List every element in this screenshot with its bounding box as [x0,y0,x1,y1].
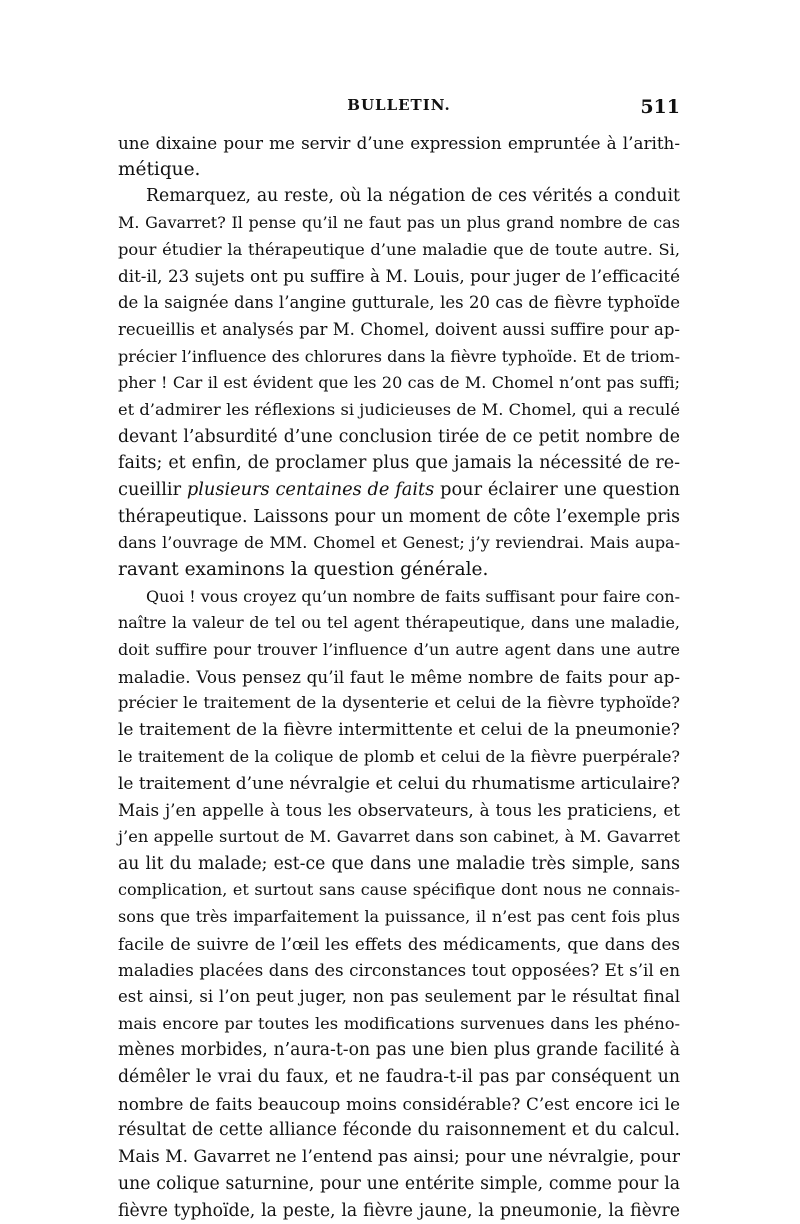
text-line: doit suffire pour trouver l’influence d’un autre agent dans une autre [118,637,680,664]
text-line: fièvre typhoïde, la peste, la fièvre jaune, la pneumonie, la fièvre [118,1198,680,1224]
text-line: dit-il, 23 sujets ont pu suffire à M. Louis, pour juger de l’efficacité [118,263,680,290]
text-line: Quoi ! vous croyez qu’un nombre de faits suffisant pour faire con- [118,584,680,611]
text-line: thérapeutique. Laissons pour un moment de côte l’exemple pris [118,504,680,531]
text-line: le traitement de la fièvre intermittente et celui de la pneumonie? [118,717,680,744]
text-line: ravant examinons la question générale. [118,557,680,584]
text-line: de la saignée dans l’angine gutturale, les 20 cas de fièvre typhoïde [118,290,680,317]
text-line: sons que très imparfaitement la puissance, il n’est pas cent fois plus [118,904,680,931]
running-title: BULLETIN. [118,96,680,114]
text-line: est ainsi, si l’on peut juger, non pas seulement par le résultat final [118,984,680,1011]
text-line: pher ! Car il est évident que les 20 cas de M. Chomel n’ont pas suffi; [118,370,680,397]
text-line: Remarquez, au reste, où la négation de ces vérités a conduit [118,183,680,210]
text-line: recueillis et analysés par M. Chomel, doivent aussi suffire pour ap- [118,317,680,344]
body-text [118,130,680,1224]
text-line: dans l’ouvrage de MM. Chomel et Genest; j’y reviendrai. Mais aupa- [118,530,680,557]
text-line: au lit du malade; est-ce que dans une maladie très simple, sans [118,851,680,878]
text-line: une dixaine pour me servir d’une expression empruntée à l’arith- [118,130,680,157]
text-line: maladies placées dans des circonstances tout opposées? Et s’il en [118,957,680,984]
text-line: métique. [118,157,680,184]
emphasized-phrase: plusieurs centaines de faits [187,480,434,500]
line-end: pour éclairer une question [434,480,680,500]
text-line: Mais j’en appelle à tous les observateurs, à tous les praticiens, et [118,797,680,824]
text-line: faits; et enfin, de proclamer plus que jamais la nécessité de re- [118,450,680,477]
text-line: pour étudier la thérapeutique d’une maladie que de toute autre. Si, [118,237,680,264]
text-line: M. Gavarret? Il pense qu’il ne faut pas un plus grand nombre de cas [118,210,680,237]
text-line: le traitement d’une névralgie et celui du rhumatisme articulaire? [118,771,680,798]
text-line: mais encore par toutes les modifications survenues dans les phéno- [118,1011,680,1038]
text-line: une colique saturnine, pour une entérite simple, comme pour la [118,1171,680,1198]
line-start: cueillir [118,480,187,500]
text-line: démêler le vrai du faux, et ne faudra-t-il pas par conséquent un [118,1064,680,1091]
text-line: résultat de cette alliance féconde du raisonnement et du calcul. [118,1117,680,1144]
page-number: 511 [640,96,680,118]
text-line: nombre de faits beaucoup moins considérable? C’est encore ici le [118,1091,680,1118]
text-line: précier l’influence des chlorures dans la fièvre typhoïde. Et de triom- [118,344,680,371]
text-line [118,477,680,504]
text-line: devant l’absurdité d’une conclusion tirée de ce petit nombre de [118,424,680,451]
running-head [118,96,680,120]
text-line: précier le traitement de la dysenterie et celui de la fièvre typhoïde? [118,690,680,717]
text-line: et d’admirer les réflexions si judicieuses de M. Chomel, qui a reculé [118,397,680,424]
text-line: le traitement de la colique de plomb et celui de la fièvre puerpérale? [118,744,680,771]
text-line: naître la valeur de tel ou tel agent thérapeutique, dans une maladie, [118,610,680,637]
text-line: maladie. Vous pensez qu’il faut le même nombre de faits pour ap- [118,664,680,691]
text-line: Mais M. Gavarret ne l’entend pas ainsi; pour une névralgie, pour [118,1144,680,1171]
text-line: mènes morbides, n’aura-t-on pas une bien plus grande facilité à [118,1037,680,1064]
text-line: complication, et surtout sans cause spécifique dont nous ne connais- [118,877,680,904]
text-line: facile de suivre de l’œil les effets des médicaments, que dans des [118,931,680,958]
text-line: j’en appelle surtout de M. Gavarret dans son cabinet, à M. Gavarret [118,824,680,851]
